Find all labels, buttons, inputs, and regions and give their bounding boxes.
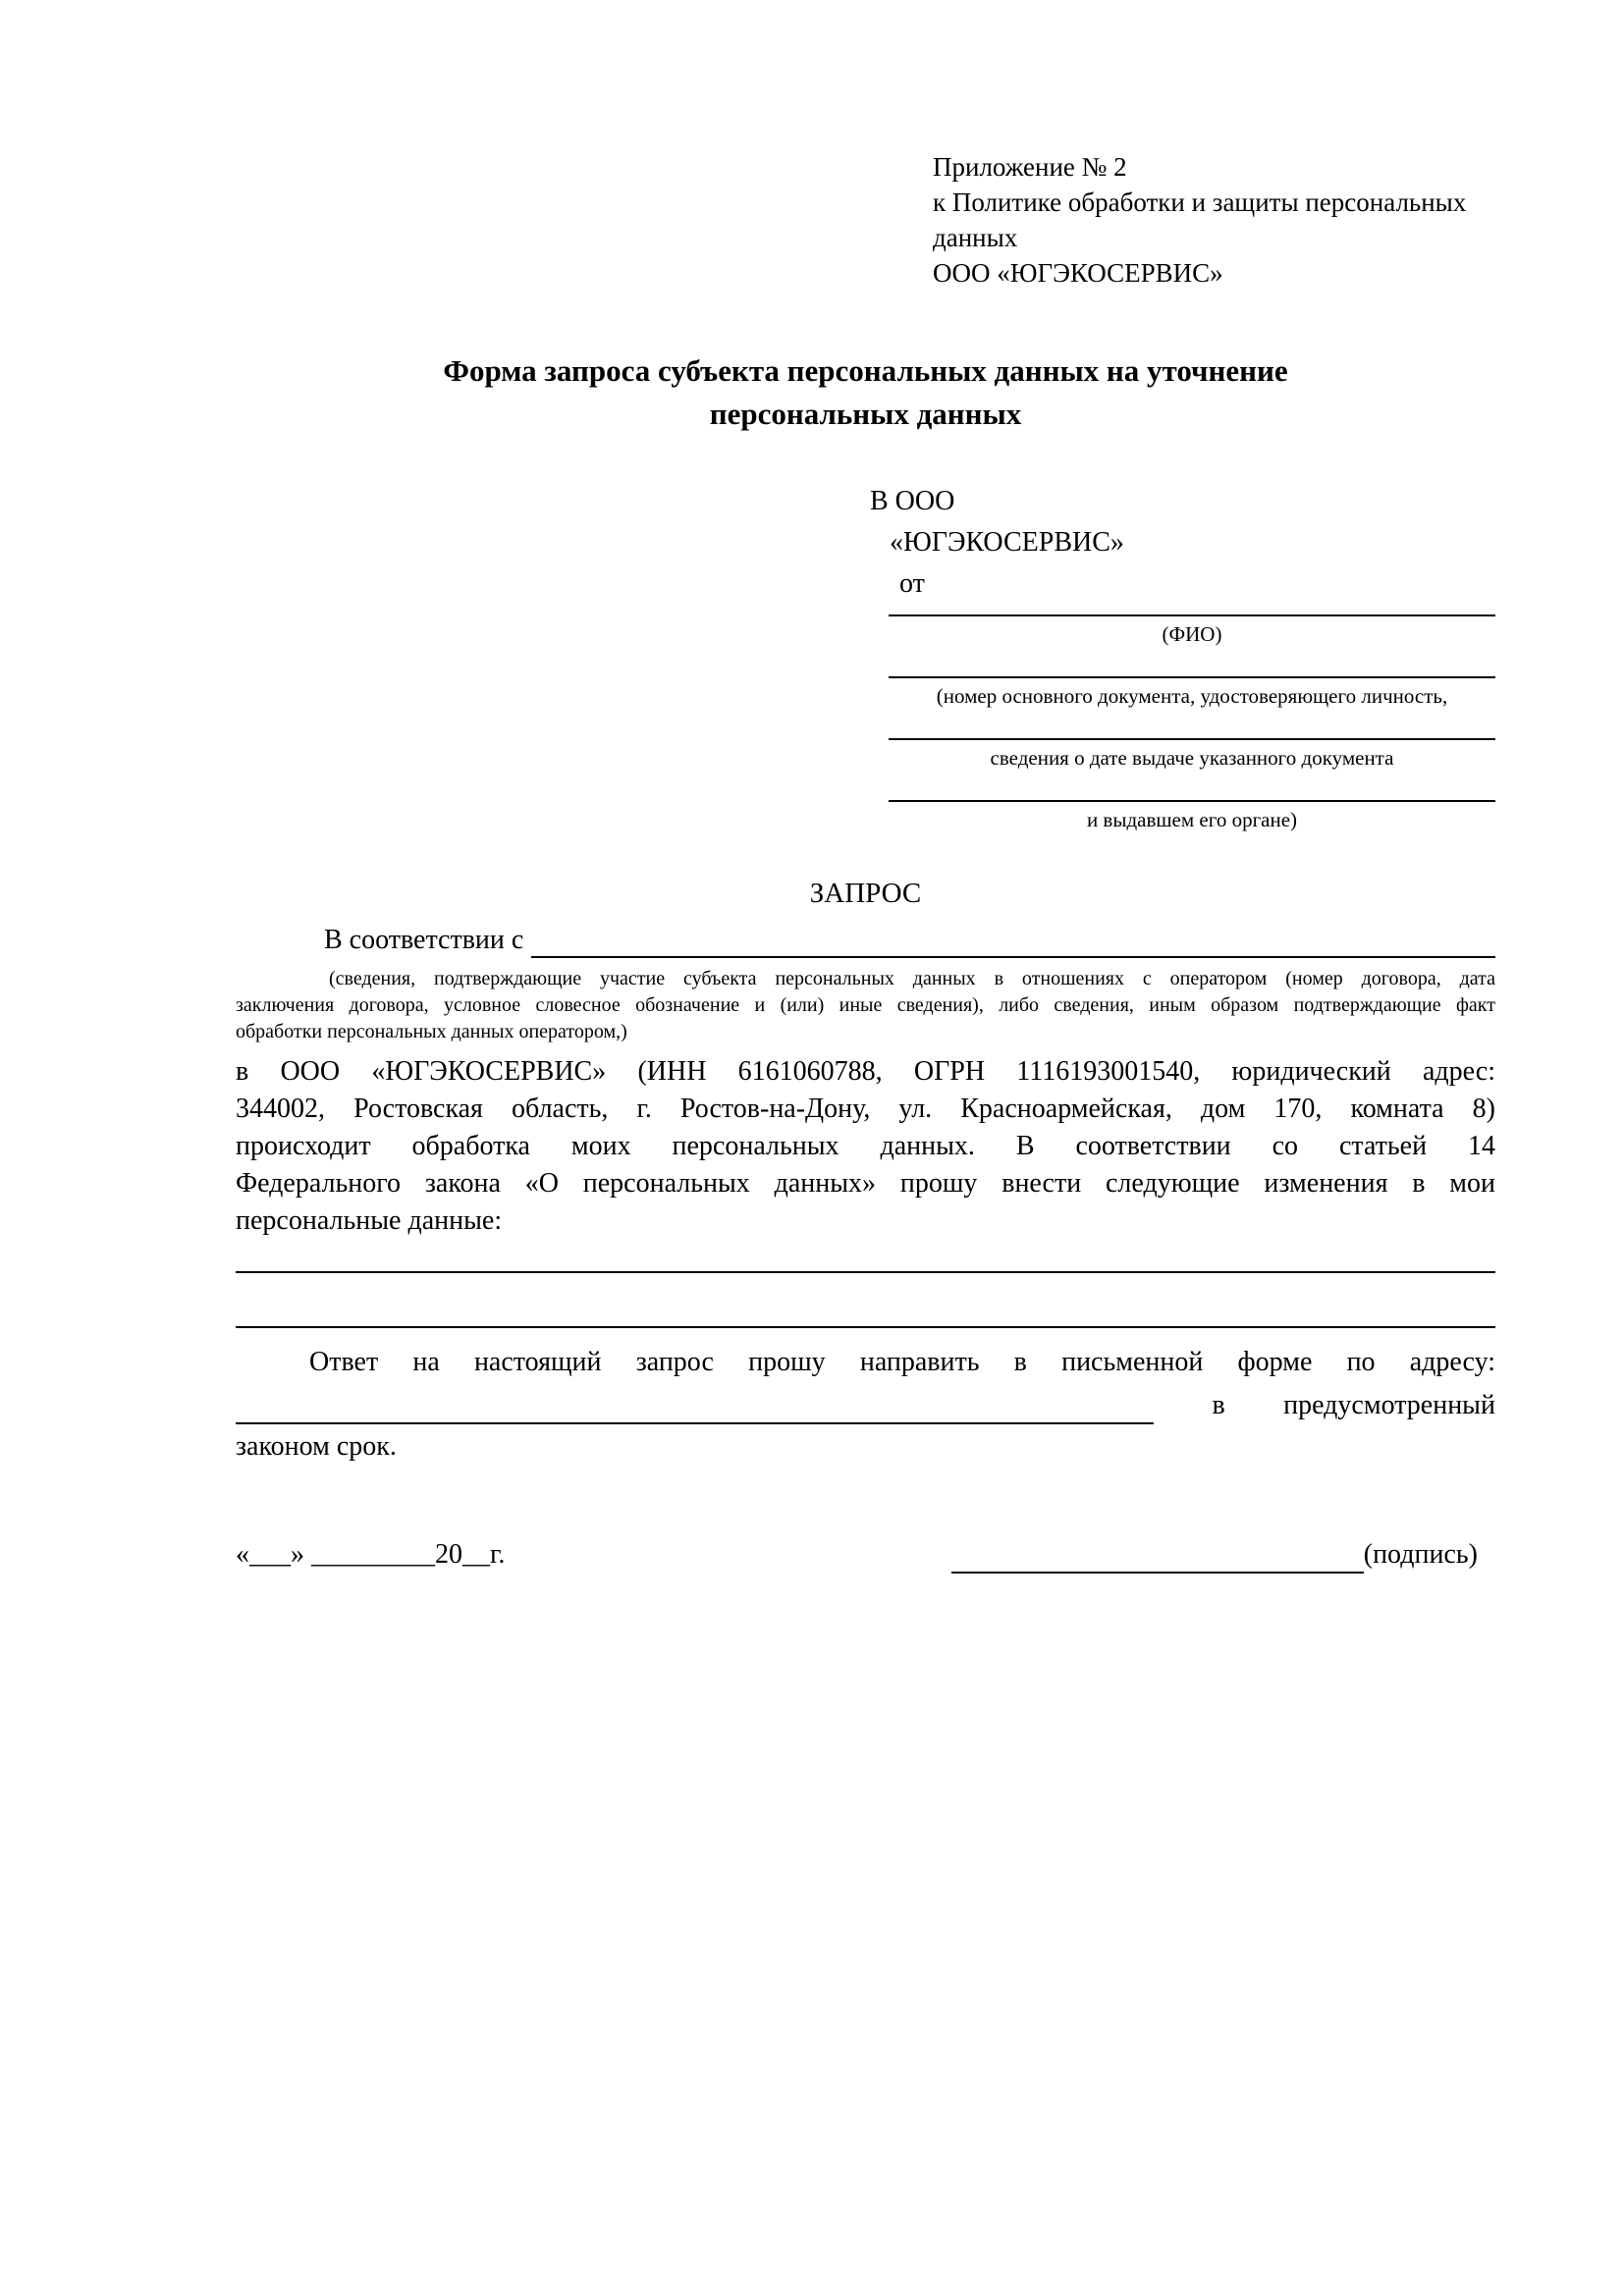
fill-in-line — [889, 800, 1495, 802]
address-fill-in-line — [236, 1393, 1154, 1424]
fine-print-line: обработки персональных данных оператором,) — [236, 1021, 627, 1042]
fine-print-line: заключения договора, условное словесное обозначение и (или) иные сведения), либо сведения, иным образом подтверждающие факт — [236, 994, 1495, 1016]
fill-in-line — [889, 676, 1495, 678]
request-body-line: происходит обработка моих персональных данных. В соответствии со статьей 14 — [236, 1131, 1495, 1161]
fine-print-note — [236, 966, 1495, 1045]
reply-word: в — [1212, 1390, 1225, 1420]
intro-prefix: В соответствии с — [324, 925, 524, 955]
fill-in-field-issue-date — [889, 738, 1495, 771]
fill-in-caption: и выдавшем его органе) — [1086, 808, 1298, 831]
reply-word: предусмотренный — [1283, 1390, 1495, 1420]
fill-in-caption: сведения о дате выдаче указанного документа — [990, 746, 1394, 770]
appendix-header-line: к Политике обработки и защиты персональных — [933, 187, 1467, 217]
request-heading: ЗАПРОС — [809, 878, 922, 909]
request-body — [236, 1053, 1495, 1240]
document-title — [236, 349, 1495, 436]
addressee-line: «ЮГЭКОСЕРВИС» — [890, 527, 1124, 558]
fill-in-line — [236, 1273, 1495, 1328]
fill-in-line — [889, 738, 1495, 740]
fill-in-line — [531, 923, 1495, 958]
appendix-header-line: ООО «ЮГЭКОСЕРВИС» — [933, 258, 1223, 288]
fill-in-caption: (номер основного документа, удостоверяющего личность, — [936, 684, 1448, 708]
fine-print-line: (сведения, подтверждающие участие субъекта персональных данных в отношениях с оператором (номер договора, дата — [329, 968, 1495, 989]
fill-in-caption: (ФИО) — [1162, 622, 1222, 646]
reply-line: законом срок. — [236, 1431, 397, 1462]
signature-block — [951, 1536, 1478, 1574]
fill-in-field-issuing-authority — [889, 800, 1495, 832]
addressee-line: В ООО — [870, 486, 955, 516]
addressee-block — [870, 481, 1495, 605]
fill-in-field-fio — [889, 614, 1495, 647]
request-body-line: Федерального закона «О персональных данных» прошу внести следующие изменения в мои — [236, 1168, 1495, 1199]
fill-in-line — [889, 614, 1495, 616]
signature-label: (подпись) — [1363, 1539, 1478, 1570]
document-title-line: персональных данных — [709, 397, 1022, 431]
appendix-header-line: данных — [933, 223, 1018, 252]
fill-in-field-document-number — [889, 676, 1495, 709]
addressee-line: от — [899, 568, 925, 599]
request-body-line: персональные данные: — [236, 1205, 503, 1236]
request-body-line: 344002, Ростовская область, г. Ростов-на-Дону, ул. Красноармейская, дом 170, комната 8) — [236, 1094, 1495, 1124]
reply-paragraph — [236, 1344, 1495, 1466]
appendix-header — [933, 149, 1495, 291]
fill-in-line — [236, 1240, 1495, 1273]
reply-line: Ответ на настоящий запрос прошу направить в письменной форме по адресу: — [309, 1347, 1495, 1377]
request-body-line: в ООО «ЮГЭКОСЕРВИС» (ИНН 6161060788, ОГРН 1116193001540, юридический адрес: — [236, 1056, 1495, 1087]
fill-in-fields — [889, 614, 1495, 832]
reply-address-line — [236, 1387, 1495, 1424]
intro-line — [236, 923, 1495, 958]
date-signature-row — [236, 1536, 1495, 1574]
changes-blank-lines — [236, 1240, 1495, 1328]
signature-fill-in-line — [951, 1542, 1364, 1574]
appendix-header-line: Приложение № 2 — [933, 152, 1127, 182]
document-title-line: Форма запроса субъекта персональных данных на уточнение — [443, 353, 1288, 388]
date-blank: «___» _________20__г. — [236, 1539, 506, 1570]
